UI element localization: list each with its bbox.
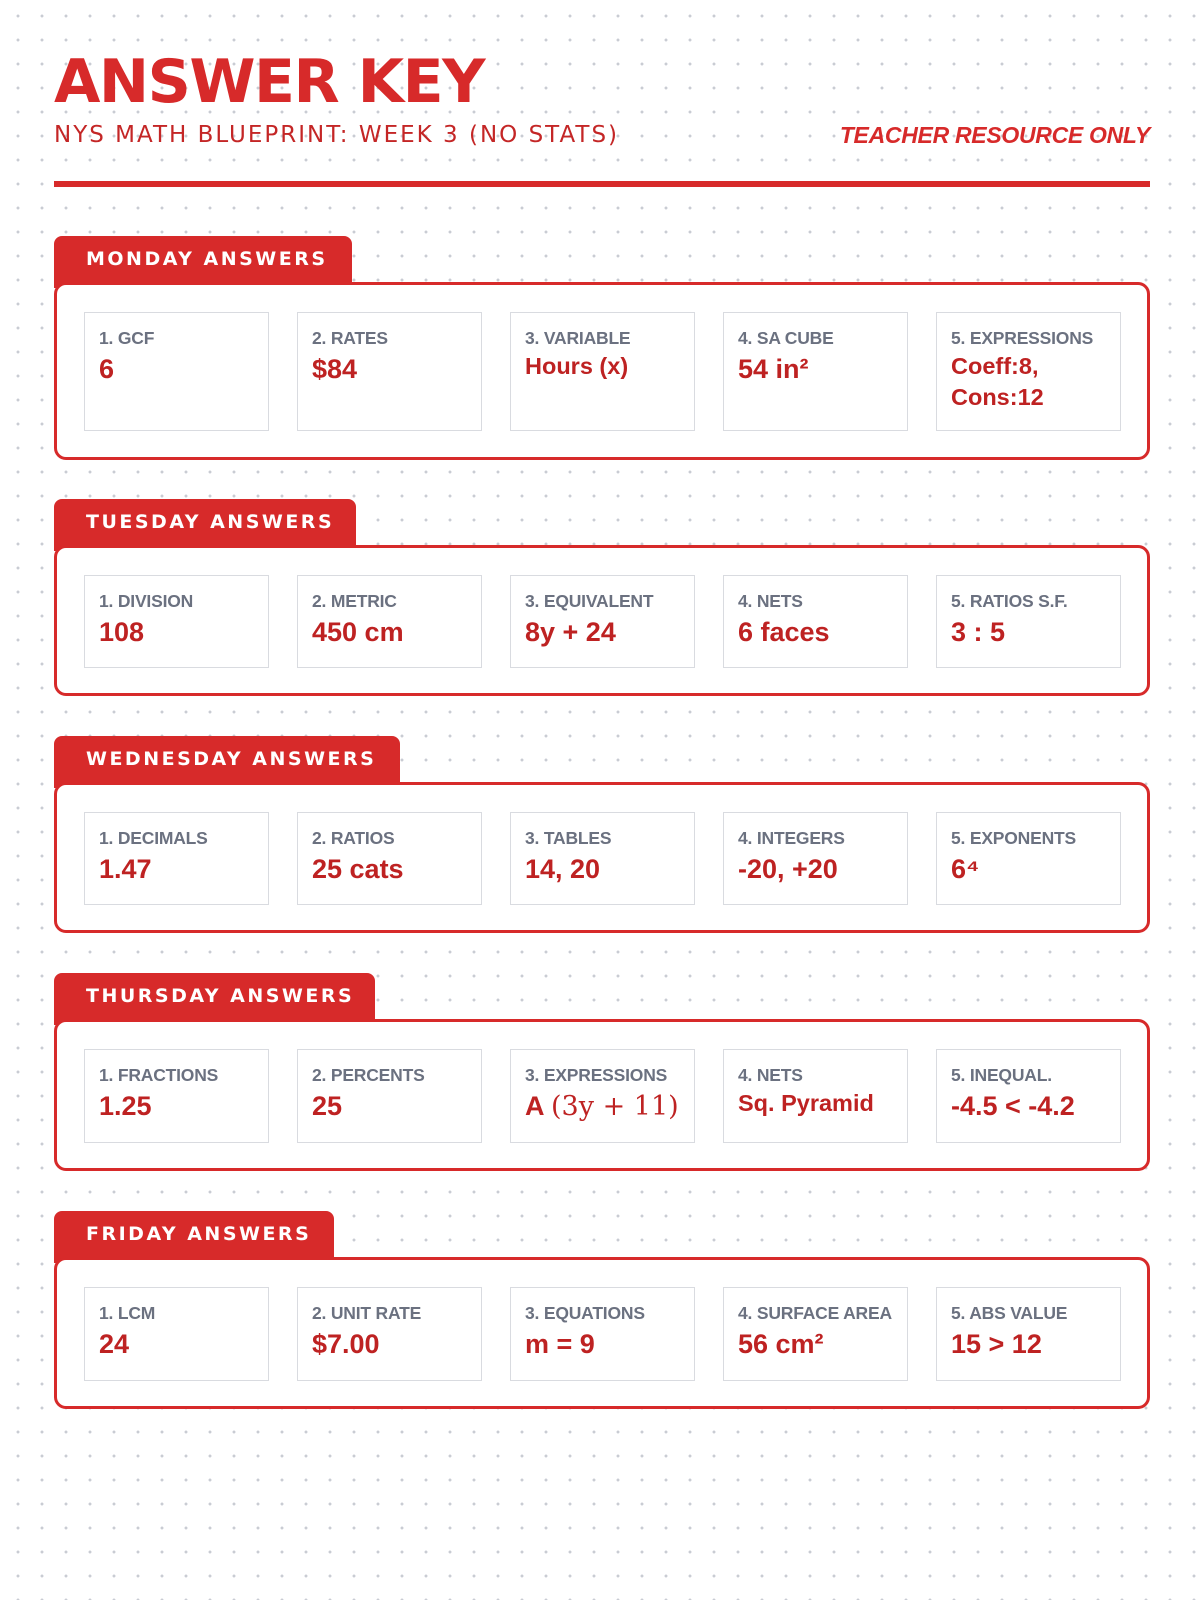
answer-label: 5. INEQUAL. (951, 1065, 1052, 1085)
wednesday-answers-box (54, 782, 1150, 933)
answer-cell (84, 575, 269, 668)
page-title: ANSWER KEY (54, 47, 485, 117)
tuesday-answer-cells (84, 575, 1121, 668)
answer-label: 3. EQUATIONS (525, 1303, 645, 1323)
answer-value: 14, 20 (525, 854, 601, 884)
answer-label: 2. RATES (312, 328, 388, 348)
wednesday-answer-cells (84, 812, 1121, 905)
answer-cell (936, 1287, 1121, 1381)
answer-label: 2. RATIOS (312, 828, 395, 848)
answer-value: m = 9 (525, 1329, 595, 1359)
answer-label: 1. FRACTIONS (99, 1065, 219, 1085)
answer-cell (84, 1287, 269, 1381)
monday-answers-box (54, 282, 1150, 460)
answer-cell (723, 312, 908, 431)
answer-value: 15 > 12 (951, 1329, 1042, 1359)
answer-label: 5. ABS VALUE (951, 1303, 1068, 1323)
answer-cell (84, 812, 269, 905)
answer-value: 108 (99, 617, 145, 647)
answer-cell (723, 812, 908, 905)
answer-value: 450 cm (312, 617, 404, 647)
page-header (54, 0, 1150, 190)
answer-value: 6 (99, 354, 115, 384)
teacher-resource-badge: TEACHER RESOURCE ONLY (839, 122, 1150, 148)
answer-value: 25 cats (312, 854, 404, 884)
answer-value: -4.5 < -4.2 (951, 1091, 1075, 1121)
answer-value: Coeff:8, Cons:12 (951, 353, 1044, 410)
answer-label: 3. TABLES (525, 828, 612, 848)
answer-label: 1. LCM (99, 1303, 156, 1323)
answer-label: 5. EXPRESSIONS (951, 328, 1094, 348)
answer-label: 3. EXPRESSIONS (525, 1065, 668, 1085)
answer-label: 2. PERCENTS (312, 1065, 425, 1085)
answer-cell (297, 575, 482, 668)
wednesday-tab: WEDNESDAY ANSWERS (54, 736, 400, 788)
answer-cell (510, 1287, 695, 1381)
answer-cell (723, 575, 908, 668)
answer-value: 6 faces (738, 617, 830, 647)
answer-key-page (54, 0, 1150, 1359)
page-subtitle: NYS MATH BLUEPRINT: WEEK 3 (NO STATS) (54, 122, 620, 148)
answer-value: 1.25 (99, 1091, 152, 1121)
answer-value-prefix: A (525, 1091, 544, 1121)
answer-value: 1.47 (99, 854, 152, 884)
answer-cell (297, 312, 482, 431)
answer-value: Hours (x) (525, 353, 629, 379)
answer-cell (936, 575, 1121, 668)
answer-label: 5. RATIOS S.F. (951, 591, 1068, 611)
thursday-answer-cells (84, 1049, 1121, 1143)
answer-cell (510, 1049, 695, 1143)
answer-value: Sq. Pyramid (738, 1090, 874, 1116)
answer-cell (510, 812, 695, 905)
tuesday-answers-box (54, 545, 1150, 696)
answer-cell (936, 1049, 1121, 1143)
answer-label: 2. METRIC (312, 591, 397, 611)
answer-label: 2. UNIT RATE (312, 1303, 422, 1323)
answer-label: 5. EXPONENTS (951, 828, 1076, 848)
friday-answers-box (54, 1257, 1150, 1409)
answer-label: 4. NETS (738, 591, 803, 611)
answer-label: 3. VARIABLE (525, 328, 631, 348)
answer-cell (936, 312, 1121, 431)
friday-tab: FRIDAY ANSWERS (54, 1211, 334, 1263)
answer-cell (510, 575, 695, 668)
answer-cell (297, 812, 482, 905)
monday-answer-cells (84, 312, 1121, 431)
monday-tab: MONDAY ANSWERS (54, 236, 352, 288)
answer-label: 1. DIVISION (99, 591, 194, 611)
answer-cell (510, 312, 695, 431)
answer-label: 4. NETS (738, 1065, 803, 1085)
answer-value: 3 : 5 (951, 617, 1006, 647)
answer-cell (84, 312, 269, 431)
answer-label: 4. SA CUBE (738, 328, 834, 348)
answer-value: 56 cm² (738, 1329, 824, 1359)
answer-value: 25 (312, 1091, 343, 1121)
answer-value (525, 1090, 694, 1123)
answer-value: 8y + 24 (525, 617, 616, 647)
thursday-tab: THURSDAY ANSWERS (54, 973, 375, 1025)
answer-value: $84 (312, 354, 358, 384)
answer-cell (723, 1049, 908, 1143)
header-divider (54, 181, 1150, 187)
answer-cell (723, 1287, 908, 1381)
answer-value: 24 (99, 1329, 130, 1359)
answer-cell (936, 812, 1121, 905)
tuesday-tab: TUESDAY ANSWERS (54, 499, 356, 551)
friday-answer-cells (84, 1287, 1121, 1381)
answer-value: 6⁴ (951, 854, 980, 884)
answer-label: 1. DECIMALS (99, 828, 208, 848)
answer-label: 4. INTEGERS (738, 828, 845, 848)
thursday-answers-box (54, 1019, 1150, 1171)
answer-label: 1. GCF (99, 328, 155, 348)
answer-cell (297, 1287, 482, 1381)
answer-value-math: (3y + 11) (551, 1091, 679, 1122)
answer-cell (297, 1049, 482, 1143)
answer-value: $7.00 (312, 1329, 380, 1359)
answer-value: -20, +20 (738, 854, 838, 884)
answer-cell (84, 1049, 269, 1143)
answer-value: 54 in² (738, 354, 809, 384)
answer-label: 3. EQUIVALENT (525, 591, 654, 611)
answer-label: 4. SURFACE AREA (738, 1303, 892, 1323)
